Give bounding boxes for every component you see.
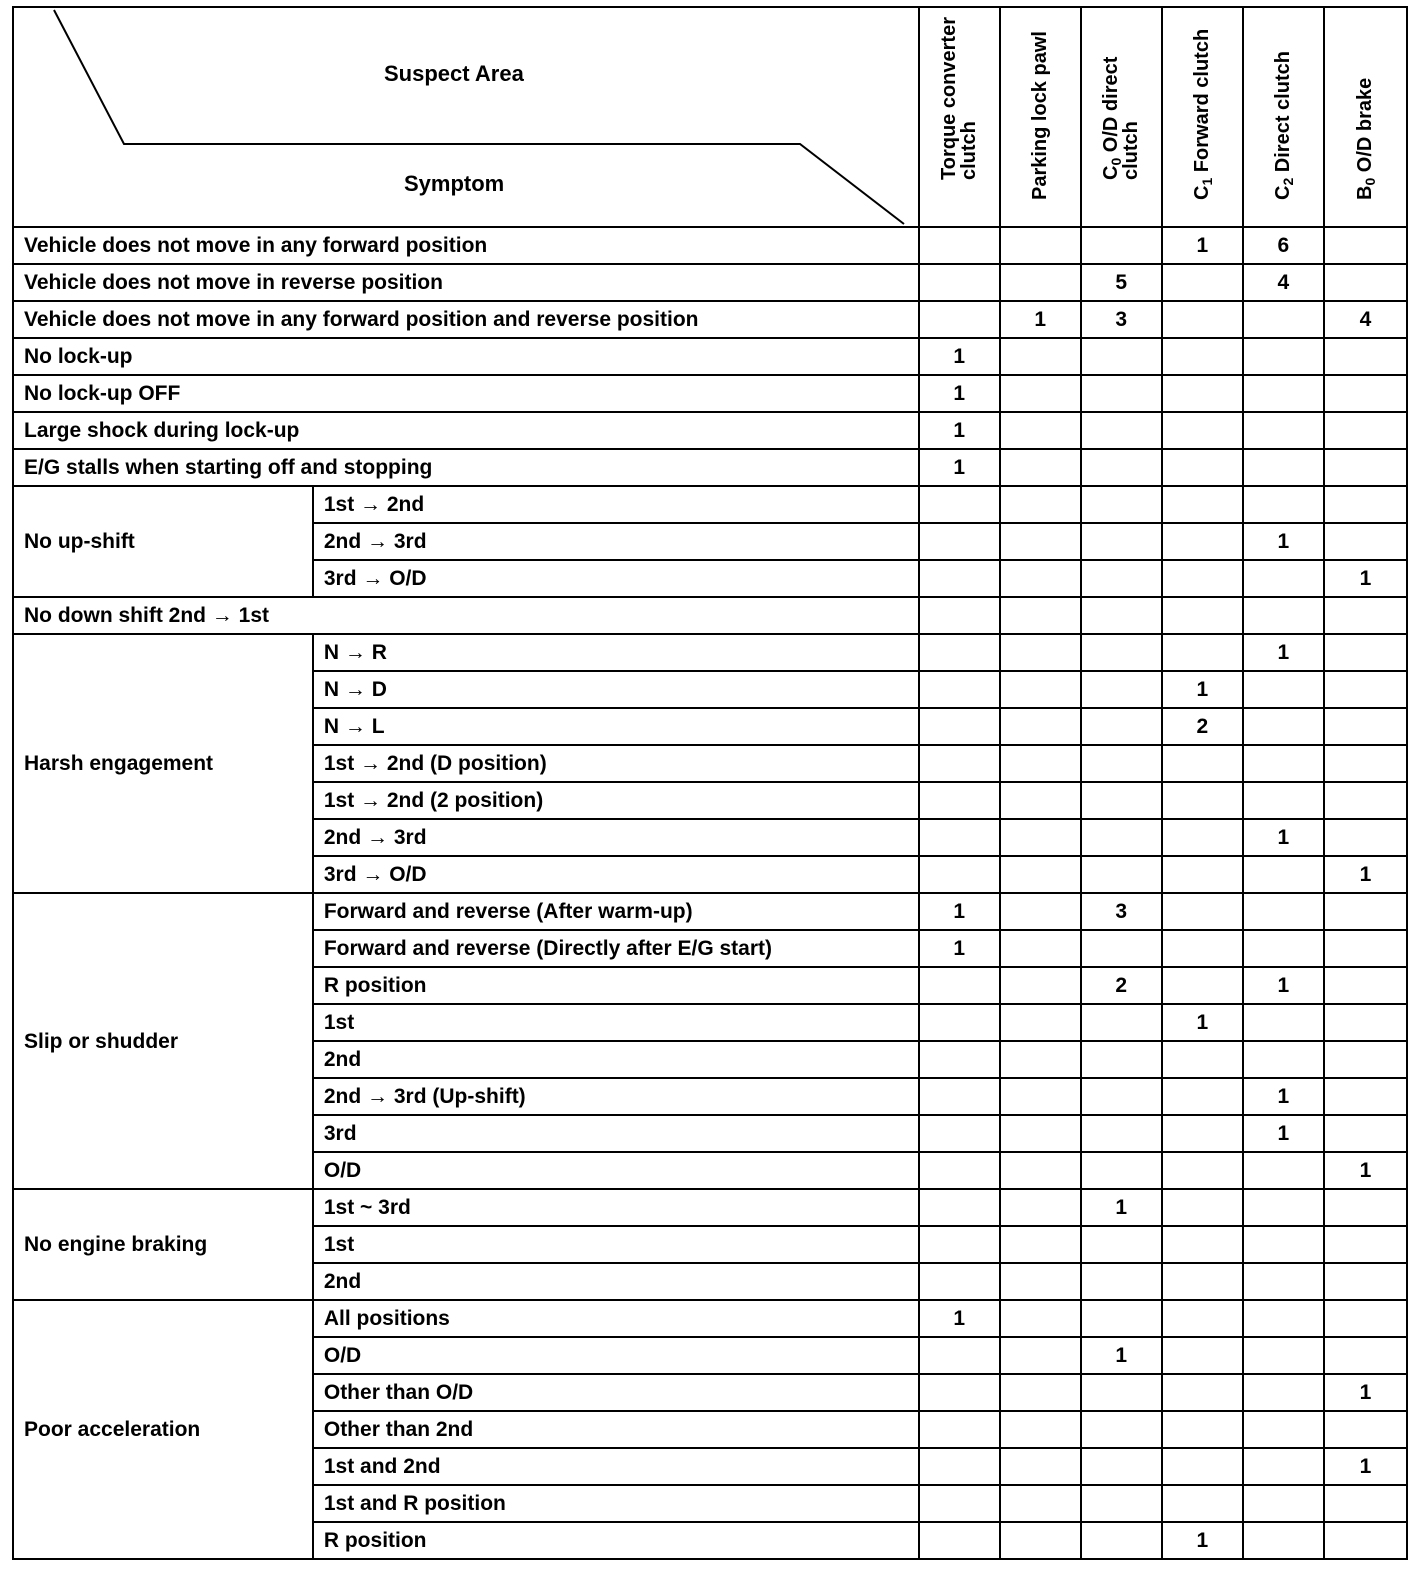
- priority-cell: [1000, 1300, 1081, 1337]
- priority-cell: 1: [1243, 523, 1324, 560]
- priority-cell: [1324, 227, 1407, 264]
- column-header-b0-od-brake: $B_0$ O/D brake: [1324, 7, 1407, 227]
- troubleshooting-matrix: [12, 6, 1408, 1574]
- priority-cell: [919, 708, 1000, 745]
- priority-cell: 1: [1243, 819, 1324, 856]
- symptom-cell: R position: [313, 967, 919, 1004]
- priority-cell: 1: [1081, 1337, 1162, 1374]
- priority-cell: [1243, 1300, 1324, 1337]
- priority-cell: [1243, 1374, 1324, 1411]
- priority-cell: [1162, 1226, 1243, 1263]
- priority-cell: 1: [1243, 1078, 1324, 1115]
- priority-cell: [1243, 560, 1324, 597]
- priority-cell: [1324, 486, 1407, 523]
- priority-cell: [1000, 893, 1081, 930]
- priority-cell: [1081, 449, 1162, 486]
- priority-cell: [1000, 597, 1081, 634]
- priority-cell: [1081, 819, 1162, 856]
- priority-cell: [1081, 412, 1162, 449]
- priority-cell: [1000, 1374, 1081, 1411]
- priority-cell: [919, 634, 1000, 671]
- priority-cell: [1081, 1300, 1162, 1337]
- priority-cell: [1162, 375, 1243, 412]
- symptom-cell: N → L: [313, 708, 919, 745]
- header-row: [13, 7, 1407, 227]
- symptom-cell: Vehicle does not move in any forward position: [13, 227, 919, 264]
- priority-cell: [1162, 412, 1243, 449]
- priority-cell: [1162, 930, 1243, 967]
- priority-cell: [1000, 1078, 1081, 1115]
- priority-cell: 3: [1081, 301, 1162, 338]
- symptom-cell: Other than 2nd: [313, 1411, 919, 1448]
- column-header-c2-direct-clutch: $C_2$ Direct clutch: [1243, 7, 1324, 227]
- priority-cell: [1324, 1189, 1407, 1226]
- priority-cell: [1000, 671, 1081, 708]
- priority-cell: [1000, 1522, 1081, 1559]
- priority-cell: [1243, 1448, 1324, 1485]
- table-row: [13, 227, 1407, 264]
- column-header-parking-lock-pawl: Parking lock pawl: [1000, 7, 1081, 227]
- priority-cell: [1324, 1263, 1407, 1300]
- priority-cell: [1324, 597, 1407, 634]
- priority-cell: 1: [919, 449, 1000, 486]
- priority-cell: 1: [1243, 1115, 1324, 1152]
- priority-cell: [1162, 967, 1243, 1004]
- symptom-cell: 1st and R position: [313, 1485, 919, 1522]
- symptom-cell: N → D: [313, 671, 919, 708]
- priority-cell: [1081, 634, 1162, 671]
- priority-cell: [1243, 1226, 1324, 1263]
- priority-cell: [1000, 1041, 1081, 1078]
- priority-cell: [1081, 1411, 1162, 1448]
- priority-cell: 1: [919, 412, 1000, 449]
- priority-cell: [1243, 597, 1324, 634]
- priority-cell: [1162, 1115, 1243, 1152]
- priority-cell: [1000, 1152, 1081, 1189]
- priority-cell: [1000, 227, 1081, 264]
- symptom-group-label: Poor acceleration: [13, 1300, 313, 1559]
- priority-cell: 1: [1324, 1448, 1407, 1485]
- priority-cell: [1243, 486, 1324, 523]
- priority-cell: [1081, 1226, 1162, 1263]
- priority-cell: [1162, 264, 1243, 301]
- priority-cell: [1324, 819, 1407, 856]
- priority-cell: [1324, 1078, 1407, 1115]
- column-header-c1-forward-clutch: $C_1$ Forward clutch: [1162, 7, 1243, 227]
- priority-cell: [1000, 1263, 1081, 1300]
- priority-cell: [1000, 708, 1081, 745]
- priority-cell: [919, 486, 1000, 523]
- table-row: [13, 597, 1407, 634]
- priority-cell: [1324, 1041, 1407, 1078]
- priority-cell: [1162, 1448, 1243, 1485]
- priority-cell: [919, 1041, 1000, 1078]
- priority-cell: [1243, 338, 1324, 375]
- priority-cell: [1243, 856, 1324, 893]
- priority-cell: [1000, 1337, 1081, 1374]
- priority-cell: [1000, 634, 1081, 671]
- symptom-cell: E/G stalls when starting off and stopping: [13, 449, 919, 486]
- priority-cell: [1324, 634, 1407, 671]
- priority-cell: [1081, 1078, 1162, 1115]
- symptom-group-label: No engine braking: [13, 1189, 313, 1300]
- priority-cell: [1000, 412, 1081, 449]
- symptom-group-label: Slip or shudder: [13, 893, 313, 1189]
- priority-cell: [1324, 412, 1407, 449]
- priority-cell: [1243, 412, 1324, 449]
- priority-cell: [1324, 782, 1407, 819]
- symptom-cell: 1st ~ 3rd: [313, 1189, 919, 1226]
- priority-cell: 1: [1324, 856, 1407, 893]
- table-row: [13, 375, 1407, 412]
- priority-cell: [919, 967, 1000, 1004]
- table-row: [13, 1189, 1407, 1226]
- priority-cell: [1324, 375, 1407, 412]
- symptom-label: Symptom: [404, 171, 505, 196]
- priority-cell: [1000, 1448, 1081, 1485]
- symptom-cell: N → R: [313, 634, 919, 671]
- column-header-c0-od-direct-clutch: $C_0$ O/D direct clutch: [1081, 7, 1162, 227]
- priority-cell: [1243, 745, 1324, 782]
- symptom-cell: Forward and reverse (Directly after E/G start): [313, 930, 919, 967]
- priority-cell: [1324, 967, 1407, 1004]
- priority-cell: [919, 1226, 1000, 1263]
- priority-cell: [1162, 819, 1243, 856]
- priority-cell: [1162, 745, 1243, 782]
- priority-cell: [1243, 708, 1324, 745]
- priority-cell: 5: [1081, 264, 1162, 301]
- symptom-cell: 2nd → 3rd: [313, 523, 919, 560]
- priority-cell: [1162, 893, 1243, 930]
- priority-cell: [1162, 1485, 1243, 1522]
- priority-cell: [1324, 1300, 1407, 1337]
- priority-cell: [1000, 375, 1081, 412]
- priority-cell: [1162, 1300, 1243, 1337]
- symptom-cell: Large shock during lock-up: [13, 412, 919, 449]
- priority-cell: [1162, 782, 1243, 819]
- symptom-cell: 1st: [313, 1226, 919, 1263]
- priority-cell: 1: [1243, 634, 1324, 671]
- table-row: [13, 486, 1407, 523]
- priority-cell: [1162, 1152, 1243, 1189]
- priority-cell: [1162, 449, 1243, 486]
- priority-cell: [1243, 1522, 1324, 1559]
- priority-cell: 1: [919, 375, 1000, 412]
- priority-cell: [1081, 227, 1162, 264]
- priority-cell: [919, 819, 1000, 856]
- priority-cell: 1: [1324, 1152, 1407, 1189]
- column-header-torque-converter-clutch: Torque converter clutch: [919, 7, 1000, 227]
- priority-cell: [1324, 1337, 1407, 1374]
- priority-cell: 1: [1324, 560, 1407, 597]
- priority-cell: [919, 782, 1000, 819]
- priority-cell: [1162, 338, 1243, 375]
- priority-cell: [1243, 449, 1324, 486]
- priority-cell: 1: [1081, 1189, 1162, 1226]
- symptom-cell: 1st → 2nd (2 position): [313, 782, 919, 819]
- priority-cell: 1: [919, 893, 1000, 930]
- priority-cell: [1081, 930, 1162, 967]
- priority-cell: [1000, 819, 1081, 856]
- corner-header: [13, 7, 919, 227]
- priority-cell: 1: [1162, 1522, 1243, 1559]
- priority-cell: [1243, 893, 1324, 930]
- symptom-cell: All positions: [313, 1300, 919, 1337]
- priority-cell: [919, 597, 1000, 634]
- table-row: [13, 264, 1407, 301]
- priority-cell: 1: [919, 338, 1000, 375]
- priority-cell: [1081, 1152, 1162, 1189]
- priority-cell: 1: [1162, 1004, 1243, 1041]
- priority-cell: [1162, 1041, 1243, 1078]
- priority-cell: 1: [919, 1300, 1000, 1337]
- symptom-cell: Vehicle does not move in any forward position and reverse position: [13, 301, 919, 338]
- symptom-group-label: Harsh engagement: [13, 634, 313, 893]
- symptom-cell: 1st and 2nd: [313, 1448, 919, 1485]
- priority-cell: [1000, 1004, 1081, 1041]
- priority-cell: [1162, 1411, 1243, 1448]
- priority-cell: 4: [1243, 264, 1324, 301]
- priority-cell: [1243, 930, 1324, 967]
- priority-cell: [1243, 1152, 1324, 1189]
- priority-cell: [1162, 1337, 1243, 1374]
- priority-cell: [1081, 597, 1162, 634]
- priority-cell: [919, 523, 1000, 560]
- priority-cell: 1: [919, 930, 1000, 967]
- priority-cell: [1243, 1189, 1324, 1226]
- priority-cell: [1324, 930, 1407, 967]
- table-row: [13, 1300, 1407, 1337]
- priority-cell: [1324, 264, 1407, 301]
- priority-cell: [1000, 782, 1081, 819]
- priority-cell: [1162, 1189, 1243, 1226]
- priority-cell: [1081, 523, 1162, 560]
- priority-cell: [1081, 486, 1162, 523]
- priority-cell: [1000, 1226, 1081, 1263]
- priority-cell: [1000, 449, 1081, 486]
- priority-cell: [1243, 375, 1324, 412]
- priority-cell: [1000, 967, 1081, 1004]
- priority-cell: [919, 1115, 1000, 1152]
- symptom-cell: O/D: [313, 1152, 919, 1189]
- priority-cell: [1162, 634, 1243, 671]
- priority-cell: [919, 1522, 1000, 1559]
- priority-cell: [1000, 745, 1081, 782]
- priority-cell: [1243, 1485, 1324, 1522]
- symptom-cell: 2nd → 3rd (Up-shift): [313, 1078, 919, 1115]
- priority-cell: [1243, 671, 1324, 708]
- priority-cell: [919, 671, 1000, 708]
- symptom-cell: Other than O/D: [313, 1374, 919, 1411]
- priority-cell: 6: [1243, 227, 1324, 264]
- priority-cell: [1000, 1115, 1081, 1152]
- priority-cell: [1162, 301, 1243, 338]
- symptom-cell: 2nd: [313, 1041, 919, 1078]
- priority-cell: [1324, 449, 1407, 486]
- priority-cell: [919, 1374, 1000, 1411]
- priority-cell: 3: [1081, 893, 1162, 930]
- priority-cell: [919, 1337, 1000, 1374]
- symptom-cell: 2nd → 3rd: [313, 819, 919, 856]
- priority-cell: [1081, 560, 1162, 597]
- priority-cell: [1243, 1041, 1324, 1078]
- priority-cell: [1081, 782, 1162, 819]
- symptom-cell: O/D: [313, 1337, 919, 1374]
- priority-cell: [1000, 1485, 1081, 1522]
- priority-cell: [1243, 1263, 1324, 1300]
- priority-cell: [919, 560, 1000, 597]
- priority-cell: [1324, 671, 1407, 708]
- priority-cell: [1162, 597, 1243, 634]
- priority-cell: [919, 856, 1000, 893]
- symptom-group-label: No up-shift: [13, 486, 313, 597]
- priority-cell: [1081, 745, 1162, 782]
- table-row: [13, 338, 1407, 375]
- priority-cell: [919, 1004, 1000, 1041]
- priority-cell: [1162, 1078, 1243, 1115]
- symptom-cell: 2nd: [313, 1263, 919, 1300]
- priority-cell: [919, 1189, 1000, 1226]
- priority-cell: [919, 1078, 1000, 1115]
- symptom-cell: 1st → 2nd (D position): [313, 745, 919, 782]
- priority-cell: [1324, 1485, 1407, 1522]
- symptom-cell: No lock-up OFF: [13, 375, 919, 412]
- priority-cell: [919, 264, 1000, 301]
- priority-cell: [1081, 1485, 1162, 1522]
- priority-cell: [1081, 338, 1162, 375]
- symptom-cell: 1st: [313, 1004, 919, 1041]
- priority-cell: [1324, 745, 1407, 782]
- symptom-cell: No down shift 2nd → 1st: [13, 597, 919, 634]
- priority-cell: [919, 1263, 1000, 1300]
- symptom-cell: R position: [313, 1522, 919, 1559]
- priority-cell: [1324, 338, 1407, 375]
- priority-cell: [1081, 1004, 1162, 1041]
- priority-cell: [1162, 486, 1243, 523]
- priority-cell: [1324, 523, 1407, 560]
- priority-cell: [1324, 1004, 1407, 1041]
- priority-cell: [1081, 708, 1162, 745]
- symptom-cell: No lock-up: [13, 338, 919, 375]
- priority-cell: [1000, 560, 1081, 597]
- priority-cell: [1324, 1522, 1407, 1559]
- priority-cell: [1162, 1263, 1243, 1300]
- priority-cell: [1081, 1041, 1162, 1078]
- priority-cell: [1000, 264, 1081, 301]
- symptom-cell: 3rd: [313, 1115, 919, 1152]
- priority-cell: [919, 1411, 1000, 1448]
- priority-cell: [919, 1448, 1000, 1485]
- priority-cell: [1324, 1226, 1407, 1263]
- priority-cell: 1: [1162, 671, 1243, 708]
- table-row: [13, 301, 1407, 338]
- priority-cell: [1162, 523, 1243, 560]
- priority-cell: [1243, 301, 1324, 338]
- priority-cell: [1324, 1115, 1407, 1152]
- priority-cell: [1081, 1115, 1162, 1152]
- priority-cell: [919, 227, 1000, 264]
- symptom-table: [12, 6, 1408, 1560]
- priority-cell: [1000, 856, 1081, 893]
- priority-cell: [1081, 671, 1162, 708]
- priority-cell: [1243, 782, 1324, 819]
- priority-cell: [919, 1152, 1000, 1189]
- priority-cell: [1162, 1374, 1243, 1411]
- priority-cell: [1000, 930, 1081, 967]
- symptom-cell: 3rd → O/D: [313, 856, 919, 893]
- priority-cell: [1000, 1189, 1081, 1226]
- table-row: [13, 634, 1407, 671]
- priority-cell: [1081, 1374, 1162, 1411]
- priority-cell: [1081, 1263, 1162, 1300]
- priority-cell: [1243, 1004, 1324, 1041]
- symptom-cell: Vehicle does not move in reverse position: [13, 264, 919, 301]
- priority-cell: 1: [1162, 227, 1243, 264]
- priority-cell: [1324, 893, 1407, 930]
- priority-cell: 2: [1162, 708, 1243, 745]
- priority-cell: [1243, 1337, 1324, 1374]
- priority-cell: 2: [1081, 967, 1162, 1004]
- priority-cell: [1162, 560, 1243, 597]
- priority-cell: [919, 745, 1000, 782]
- priority-cell: [1324, 708, 1407, 745]
- priority-cell: [1000, 486, 1081, 523]
- table-row: [13, 449, 1407, 486]
- suspect-area-label: Suspect Area: [384, 61, 524, 86]
- symptom-cell: 1st → 2nd: [313, 486, 919, 523]
- priority-cell: [1081, 856, 1162, 893]
- priority-cell: 1: [1000, 301, 1081, 338]
- priority-cell: 1: [1243, 967, 1324, 1004]
- priority-cell: [919, 1485, 1000, 1522]
- priority-cell: 4: [1324, 301, 1407, 338]
- priority-cell: [1000, 1411, 1081, 1448]
- table-row: [13, 893, 1407, 930]
- priority-cell: [1081, 1522, 1162, 1559]
- symptom-cell: Forward and reverse (After warm-up): [313, 893, 919, 930]
- priority-cell: [1324, 1411, 1407, 1448]
- table-body: [13, 227, 1407, 1559]
- priority-cell: 1: [1324, 1374, 1407, 1411]
- priority-cell: [1162, 856, 1243, 893]
- priority-cell: [1081, 375, 1162, 412]
- symptom-cell: 3rd → O/D: [313, 560, 919, 597]
- table-row: [13, 412, 1407, 449]
- priority-cell: [1000, 338, 1081, 375]
- priority-cell: [1000, 523, 1081, 560]
- priority-cell: [919, 301, 1000, 338]
- priority-cell: [1081, 1448, 1162, 1485]
- priority-cell: [1243, 1411, 1324, 1448]
